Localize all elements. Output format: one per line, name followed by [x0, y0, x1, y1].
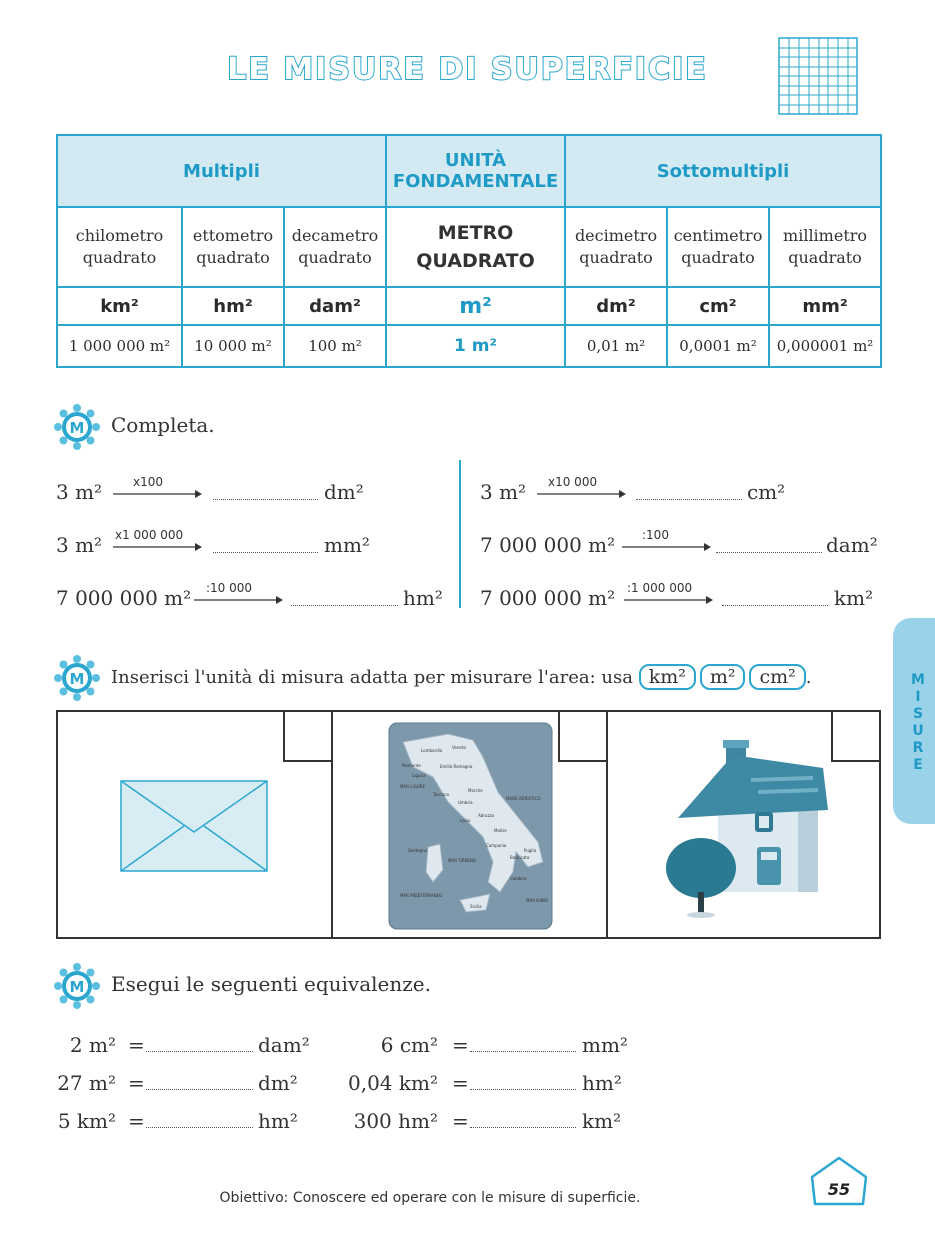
unit-symbol: cm² — [667, 287, 769, 325]
target-unit: hm² — [258, 1109, 298, 1133]
unit-value: 100 m² — [284, 325, 386, 367]
arrow-icon — [113, 541, 203, 553]
answer-blank[interactable] — [636, 482, 742, 500]
answer-blank[interactable] — [291, 588, 398, 606]
page-number-house-icon — [808, 1155, 870, 1207]
svg-text:Sardegna: Sardegna — [408, 848, 428, 853]
operation-label: :1 000 000 — [627, 581, 693, 595]
svg-text:Toscana: Toscana — [433, 792, 449, 797]
answer-blank[interactable] — [716, 535, 822, 553]
svg-text:Liguria: Liguria — [412, 773, 426, 778]
svg-text:M: M — [69, 419, 85, 437]
picture-cell-envelope — [58, 712, 333, 937]
svg-text:M: M — [69, 670, 85, 688]
svg-text:Piemonte: Piemonte — [402, 763, 421, 768]
svg-text:Emilia Romagna: Emilia Romagna — [440, 764, 473, 769]
target-unit: km² — [834, 586, 874, 610]
footer-objective: Obiettivo: Conoscere ed operare con le misure di superficie. — [219, 1190, 641, 1206]
unit-value: 1 000 000 m² — [57, 325, 182, 367]
equals-sign: = — [128, 1071, 145, 1095]
answer-blank[interactable] — [722, 588, 828, 606]
target-unit: dam² — [826, 533, 878, 557]
equivalence-from: 0,04 km² — [348, 1071, 438, 1095]
picture-cell-house — [608, 712, 879, 937]
svg-text:Calabria: Calabria — [510, 876, 527, 881]
svg-text:Sicilia: Sicilia — [470, 904, 482, 909]
unit-name: millimetro quadrato — [769, 207, 881, 287]
unit-value: 10 000 m² — [182, 325, 284, 367]
equivalence-from: 5 km² — [57, 1109, 116, 1133]
answer-blank[interactable] — [146, 1111, 253, 1128]
svg-text:MAR MEDITERRANEO: MAR MEDITERRANEO — [400, 893, 443, 898]
equals-sign: = — [128, 1033, 145, 1057]
svg-text:MAR IONIO: MAR IONIO — [526, 898, 548, 903]
unit-name: ettometro quadrato — [182, 207, 284, 287]
divider — [459, 460, 461, 608]
answer-box[interactable] — [831, 712, 879, 762]
operation-label: x100 — [133, 475, 164, 489]
answer-blank[interactable] — [470, 1073, 576, 1090]
target-unit: hm² — [403, 586, 443, 610]
unit-symbol: mm² — [769, 287, 881, 325]
house-icon — [663, 740, 838, 920]
submultiples-header: Sottomultipli — [565, 135, 881, 207]
operation-label: :100 — [642, 528, 669, 542]
conversion-row: 3 m² — [480, 480, 527, 504]
target-unit: mm² — [324, 533, 370, 557]
target-unit: km² — [582, 1109, 622, 1133]
target-unit: dam² — [258, 1033, 310, 1057]
arrow-icon — [622, 541, 712, 553]
svg-text:Umbria: Umbria — [458, 800, 473, 805]
answer-blank[interactable] — [146, 1073, 253, 1090]
target-unit: dm² — [324, 480, 364, 504]
svg-text:Puglia: Puglia — [524, 848, 537, 853]
italy-map-icon — [388, 722, 553, 930]
svg-text:MARE ADRIATICO: MARE ADRIATICO — [506, 796, 541, 801]
unit-option: cm² — [749, 664, 805, 690]
page-number: 55 — [827, 1180, 851, 1199]
unit-option: km² — [639, 664, 696, 690]
arrow-icon — [537, 488, 627, 500]
envelope-icon — [120, 780, 268, 872]
conversion-row: 7 000 000 m² — [480, 586, 616, 610]
target-unit: mm² — [582, 1033, 628, 1057]
answer-blank[interactable] — [146, 1035, 253, 1052]
arrow-icon — [624, 594, 714, 606]
answer-blank[interactable] — [470, 1111, 576, 1128]
exercise2-instruction: Inserisci l'unità di misura adatta per misurare l'area: usa km² m² cm² . — [111, 666, 812, 688]
answer-box[interactable] — [558, 712, 606, 762]
conversion-row: 3 m² — [56, 480, 103, 504]
unit-name: centimetro quadrato — [667, 207, 769, 287]
conversion-row: 3 m² — [56, 533, 103, 557]
equals-sign: = — [128, 1109, 145, 1133]
unit-value: 0,0001 m² — [667, 325, 769, 367]
conversion-row: 7 000 000 m² — [480, 533, 616, 557]
svg-text:M: M — [69, 978, 85, 996]
svg-text:MAR LIGURE: MAR LIGURE — [400, 784, 425, 789]
equals-sign: = — [452, 1033, 469, 1057]
answer-blank[interactable] — [213, 482, 318, 500]
exercise-badge-icon — [54, 963, 100, 1009]
unit-value-fundamental: 1 m² — [386, 325, 565, 367]
fundamental-header: UNITÀ FONDAMENTALE — [386, 135, 565, 207]
svg-text:Lazio: Lazio — [460, 818, 471, 823]
section-tab: M I S U R E — [893, 618, 935, 824]
unit-symbol-fundamental: m² — [386, 287, 565, 325]
picture-strip — [56, 710, 881, 939]
units-table — [56, 134, 882, 368]
operation-label: x10 000 — [548, 475, 598, 489]
arrow-icon — [113, 488, 203, 500]
svg-text:Lombardia: Lombardia — [421, 748, 443, 753]
equals-sign: = — [452, 1109, 469, 1133]
answer-blank[interactable] — [213, 535, 318, 553]
operation-label: x1 000 000 — [115, 528, 184, 542]
svg-text:Molise: Molise — [494, 828, 507, 833]
target-unit: hm² — [582, 1071, 622, 1095]
svg-text:Abruzzo: Abruzzo — [478, 813, 495, 818]
equals-sign: = — [452, 1071, 469, 1095]
answer-box[interactable] — [283, 712, 331, 762]
unit-name: decametro quadrato — [284, 207, 386, 287]
exercise1-instruction: Completa. — [111, 413, 215, 437]
target-unit: cm² — [747, 480, 786, 504]
exercise-badge-icon — [54, 655, 100, 701]
equivalence-from: 27 m² — [57, 1071, 116, 1095]
unit-value: 0,000001 m² — [769, 325, 881, 367]
operation-label: :10 000 — [206, 581, 253, 595]
page-title: LE MISURE DI SUPERFICIE — [227, 52, 708, 87]
equivalence-from: 300 hm² — [353, 1109, 438, 1133]
unit-name: chilometro quadrato — [57, 207, 182, 287]
svg-text:Campania: Campania — [486, 843, 507, 848]
multiples-header: Multipli — [57, 135, 386, 207]
answer-blank[interactable] — [470, 1035, 576, 1052]
unit-symbol: km² — [57, 287, 182, 325]
svg-text:Veneto: Veneto — [452, 745, 466, 750]
unit-value: 0,01 m² — [565, 325, 667, 367]
equivalence-from: 2 m² — [69, 1033, 116, 1057]
grid-icon — [778, 37, 858, 115]
unit-name-fundamental: METRO QUADRATO — [386, 207, 565, 287]
svg-text:Basilicata: Basilicata — [510, 855, 530, 860]
target-unit: dm² — [258, 1071, 298, 1095]
svg-text:MAR TIRRENO: MAR TIRRENO — [448, 858, 477, 863]
picture-cell-map — [333, 712, 608, 937]
arrow-icon — [194, 594, 284, 606]
exercise3-instruction: Esegui le seguenti equivalenze. — [111, 972, 431, 996]
equivalence-from: 6 cm² — [380, 1033, 438, 1057]
unit-symbol: dm² — [565, 287, 667, 325]
unit-symbol: dam² — [284, 287, 386, 325]
conversion-row: 7 000 000 m² — [56, 586, 192, 610]
unit-option: m² — [700, 664, 746, 690]
unit-name: decimetro quadrato — [565, 207, 667, 287]
exercise-badge-icon — [54, 404, 100, 450]
unit-symbol: hm² — [182, 287, 284, 325]
svg-text:Marche: Marche — [468, 788, 483, 793]
